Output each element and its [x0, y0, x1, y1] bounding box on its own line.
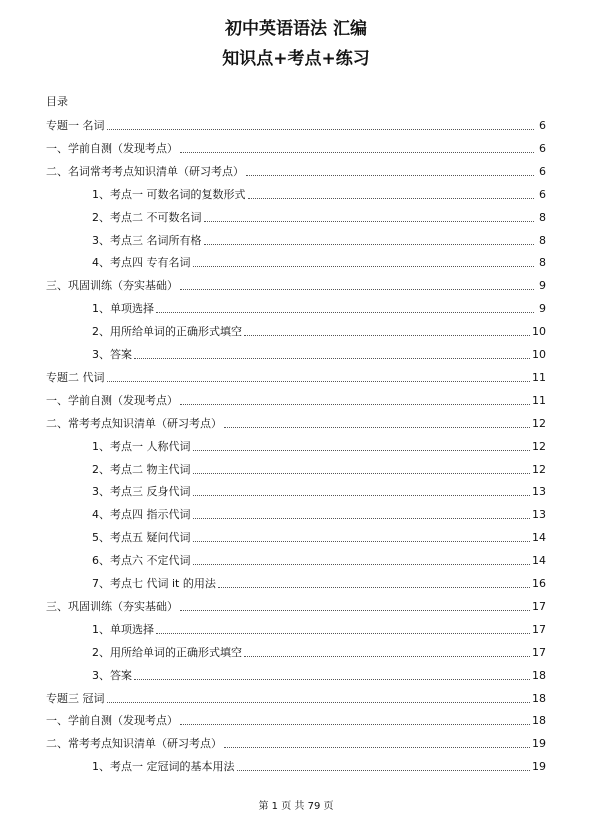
toc-entry-page: 14 — [532, 531, 546, 544]
toc-entry-label: 专题一 名词 — [46, 119, 105, 132]
toc-entry[interactable] — [92, 302, 546, 316]
document-subtitle: 知识点+考点+练习 — [222, 49, 370, 69]
toc-entry[interactable] — [92, 188, 546, 202]
toc-entry[interactable] — [92, 669, 546, 683]
toc-entry-label: 二、名词常考考点知识清单（研习考点） — [46, 165, 244, 178]
toc-entry[interactable] — [92, 211, 546, 225]
toc-entry-page: 19 — [532, 760, 546, 773]
toc-entry[interactable] — [92, 623, 546, 637]
toc-dot-leader — [237, 770, 531, 771]
toc-dot-leader — [204, 244, 535, 245]
toc-entry-label: 三、巩固训练（夯实基础） — [46, 279, 178, 292]
toc-entry-page: 18 — [532, 692, 546, 705]
toc-dot-leader — [218, 587, 530, 588]
toc-entry-page: 8 — [539, 234, 546, 247]
toc-entry-page: 13 — [532, 508, 546, 521]
toc-entry-label: 3、考点三 名词所有格 — [92, 234, 202, 247]
toc-dot-leader — [193, 495, 531, 496]
toc-dot-leader — [107, 129, 535, 130]
toc-dot-leader — [193, 266, 535, 267]
toc-entry-page: 9 — [539, 302, 546, 315]
toc-entry-page: 17 — [532, 646, 546, 659]
toc-entry[interactable] — [92, 508, 546, 522]
toc-entry-page: 8 — [539, 256, 546, 269]
toc-entry-page: 12 — [532, 417, 546, 430]
toc-entry-label: 1、单项选择 — [92, 623, 154, 636]
toc-dot-leader — [180, 289, 534, 290]
toc-entry[interactable] — [92, 348, 546, 362]
toc-entry-label: 4、考点四 专有名词 — [92, 256, 191, 269]
toc-entry[interactable] — [46, 142, 546, 156]
toc-entry-page: 11 — [532, 394, 546, 407]
toc-entry[interactable] — [46, 371, 546, 385]
toc-entry-label: 专题三 冠词 — [46, 692, 105, 705]
toc-entry-label: 3、考点三 反身代词 — [92, 485, 191, 498]
toc-entry-page: 6 — [539, 142, 546, 155]
toc-dot-leader — [156, 312, 534, 313]
toc-entry[interactable] — [92, 234, 546, 248]
toc-entry-page: 18 — [532, 714, 546, 727]
toc-entry-label: 3、答案 — [92, 348, 132, 361]
toc-entry-label: 一、学前自测（发现考点） — [46, 714, 178, 727]
toc-entry-label: 7、考点七 代词 it 的用法 — [92, 577, 216, 590]
toc-entry-label: 1、考点一 可数名词的复数形式 — [92, 188, 246, 201]
toc-entry[interactable] — [92, 554, 546, 568]
toc-entry[interactable] — [46, 394, 546, 408]
toc-dot-leader — [107, 702, 531, 703]
toc-dot-leader — [156, 633, 530, 634]
toc-dot-leader — [246, 175, 534, 176]
document-title: 初中英语语法 汇编 — [225, 19, 367, 39]
toc-entry-page: 6 — [539, 165, 546, 178]
toc-entry-page: 12 — [532, 463, 546, 476]
toc-entry-page: 19 — [532, 737, 546, 750]
toc-entry[interactable] — [46, 165, 546, 179]
toc-entry-page: 6 — [539, 188, 546, 201]
toc-entry-label: 1、考点一 定冠词的基本用法 — [92, 760, 235, 773]
toc-dot-leader — [107, 381, 531, 382]
toc-dot-leader — [180, 152, 534, 153]
toc-entry[interactable] — [92, 463, 546, 477]
page-footer: 第 1 页 共 79 页 — [258, 801, 334, 812]
toc-entry-page: 10 — [532, 325, 546, 338]
toc-dot-leader — [180, 610, 530, 611]
toc-entry[interactable] — [46, 279, 546, 293]
toc-entry-label: 6、考点六 不定代词 — [92, 554, 191, 567]
toc-entry[interactable] — [46, 600, 546, 614]
toc-entry-page: 17 — [532, 600, 546, 613]
toc-entry-page: 13 — [532, 485, 546, 498]
toc-dot-leader — [180, 724, 530, 725]
toc-entry-label: 一、学前自测（发现考点） — [46, 142, 178, 155]
toc-dot-leader — [180, 404, 530, 405]
toc-entry[interactable] — [46, 737, 546, 751]
toc-entry[interactable] — [92, 760, 546, 774]
toc-entry[interactable] — [92, 577, 546, 591]
toc-entry-page: 11 — [532, 371, 546, 384]
toc-entry-label: 一、学前自测（发现考点） — [46, 394, 178, 407]
toc-entry-page: 8 — [539, 211, 546, 224]
toc-entry-label: 二、常考考点知识清单（研习考点） — [46, 417, 222, 430]
toc-entry[interactable] — [46, 692, 546, 706]
toc-dot-leader — [193, 564, 531, 565]
toc-dot-leader — [224, 427, 530, 428]
toc-dot-leader — [244, 656, 530, 657]
toc-entry[interactable] — [92, 531, 546, 545]
toc-entry[interactable] — [46, 417, 546, 431]
toc-entry-label: 2、用所给单词的正确形式填空 — [92, 646, 242, 659]
toc-entry-label: 4、考点四 指示代词 — [92, 508, 191, 521]
toc-entry-page: 14 — [532, 554, 546, 567]
toc-entry-label: 专题二 代词 — [46, 371, 105, 384]
toc-entry[interactable] — [92, 485, 546, 499]
toc-entry-page: 10 — [532, 348, 546, 361]
toc-dot-leader — [224, 747, 530, 748]
toc-entry[interactable] — [92, 325, 546, 339]
toc-entry-label: 2、用所给单词的正确形式填空 — [92, 325, 242, 338]
toc-heading: 目录 — [46, 95, 68, 108]
toc-entry-page: 18 — [532, 669, 546, 682]
toc-dot-leader — [193, 473, 531, 474]
toc-dot-leader — [193, 450, 531, 451]
toc-entry-label: 2、考点二 不可数名词 — [92, 211, 202, 224]
toc-entry-page: 16 — [532, 577, 546, 590]
toc-entry[interactable] — [92, 256, 546, 270]
toc-entry[interactable] — [92, 440, 546, 454]
toc-entry-label: 2、考点二 物主代词 — [92, 463, 191, 476]
toc-dot-leader — [134, 679, 530, 680]
toc-dot-leader — [244, 335, 530, 336]
toc-dot-leader — [193, 518, 531, 519]
toc-entry-page: 17 — [532, 623, 546, 636]
toc-entry[interactable] — [46, 119, 546, 133]
toc-entry-label: 1、单项选择 — [92, 302, 154, 315]
toc-entry[interactable] — [92, 646, 546, 660]
toc-dot-leader — [204, 221, 535, 222]
toc-entry-label: 1、考点一 人称代词 — [92, 440, 191, 453]
toc-entry-page: 6 — [539, 119, 546, 132]
toc-dot-leader — [248, 198, 535, 199]
toc-entry-label: 5、考点五 疑问代词 — [92, 531, 191, 544]
toc-dot-leader — [193, 541, 531, 542]
toc-entry-page: 9 — [539, 279, 546, 292]
toc-dot-leader — [134, 358, 530, 359]
toc-entry-label: 三、巩固训练（夯实基础） — [46, 600, 178, 613]
toc-entry[interactable] — [46, 714, 546, 728]
toc-entry-label: 二、常考考点知识清单（研习考点） — [46, 737, 222, 750]
toc-entry-page: 12 — [532, 440, 546, 453]
toc-entry-label: 3、答案 — [92, 669, 132, 682]
